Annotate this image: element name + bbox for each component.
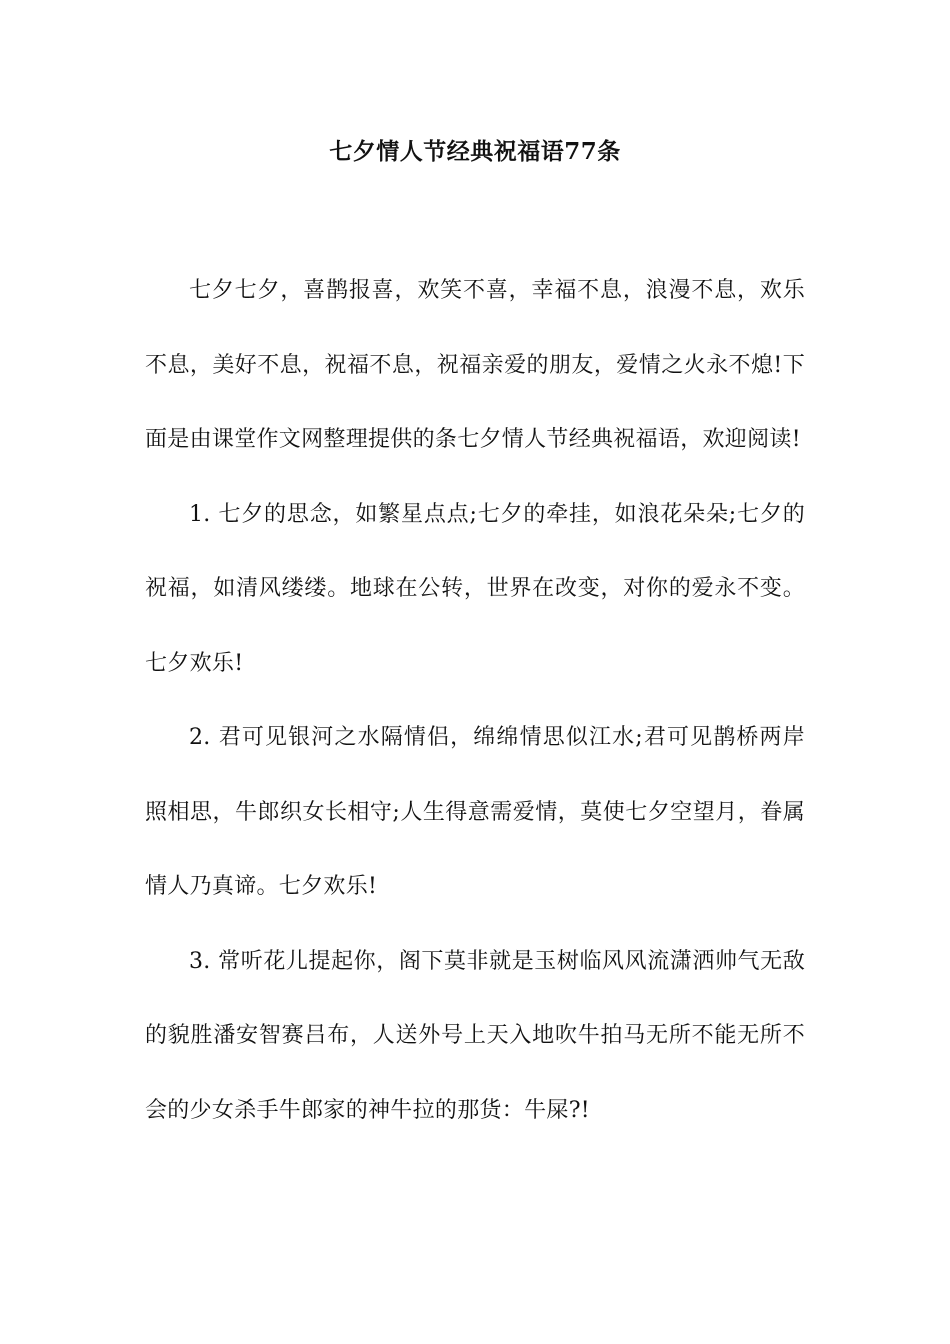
intro-paragraph: 七夕七夕，喜鹊报喜，欢笑不喜，幸福不息，浪漫不息，欢乐不息，美好不息，祝福不息，祝福亲爱的朋友，爱情之火永不熄!下面是由课堂作文网整理提供的条七夕情人节经典祝福语，欢迎阅读! [145, 278, 805, 452]
blessing-item-1: 1. 七夕的思念，如繁星点点;七夕的牵挂，如浪花朵朵;七夕的祝福，如清风缕缕。地球在公转，世界在改变，对你的爱永不变。七夕欢乐! [145, 501, 805, 676]
blessing-item-3: 3. 常听花儿提起你，阁下莫非就是玉树临风风流潇洒帅气无敌的貌胜潘安智赛吕布，人送外号上天入地吹牛拍马无所不能无所不会的少女杀手牛郎家的神牛拉的那货：牛屎?! [145, 948, 805, 1123]
document-body [145, 254, 805, 1148]
blessing-item-2: 2. 君可见银河之水隔情侣，绵绵情思似江水;君可见鹊桥两岸照相思，牛郎织女长相守;人生得意需爱情，莫使七夕空望月，眷属情人乃真谛。七夕欢乐! [145, 725, 805, 899]
document-title: 七夕情人节经典祝福语77条 [329, 138, 621, 165]
